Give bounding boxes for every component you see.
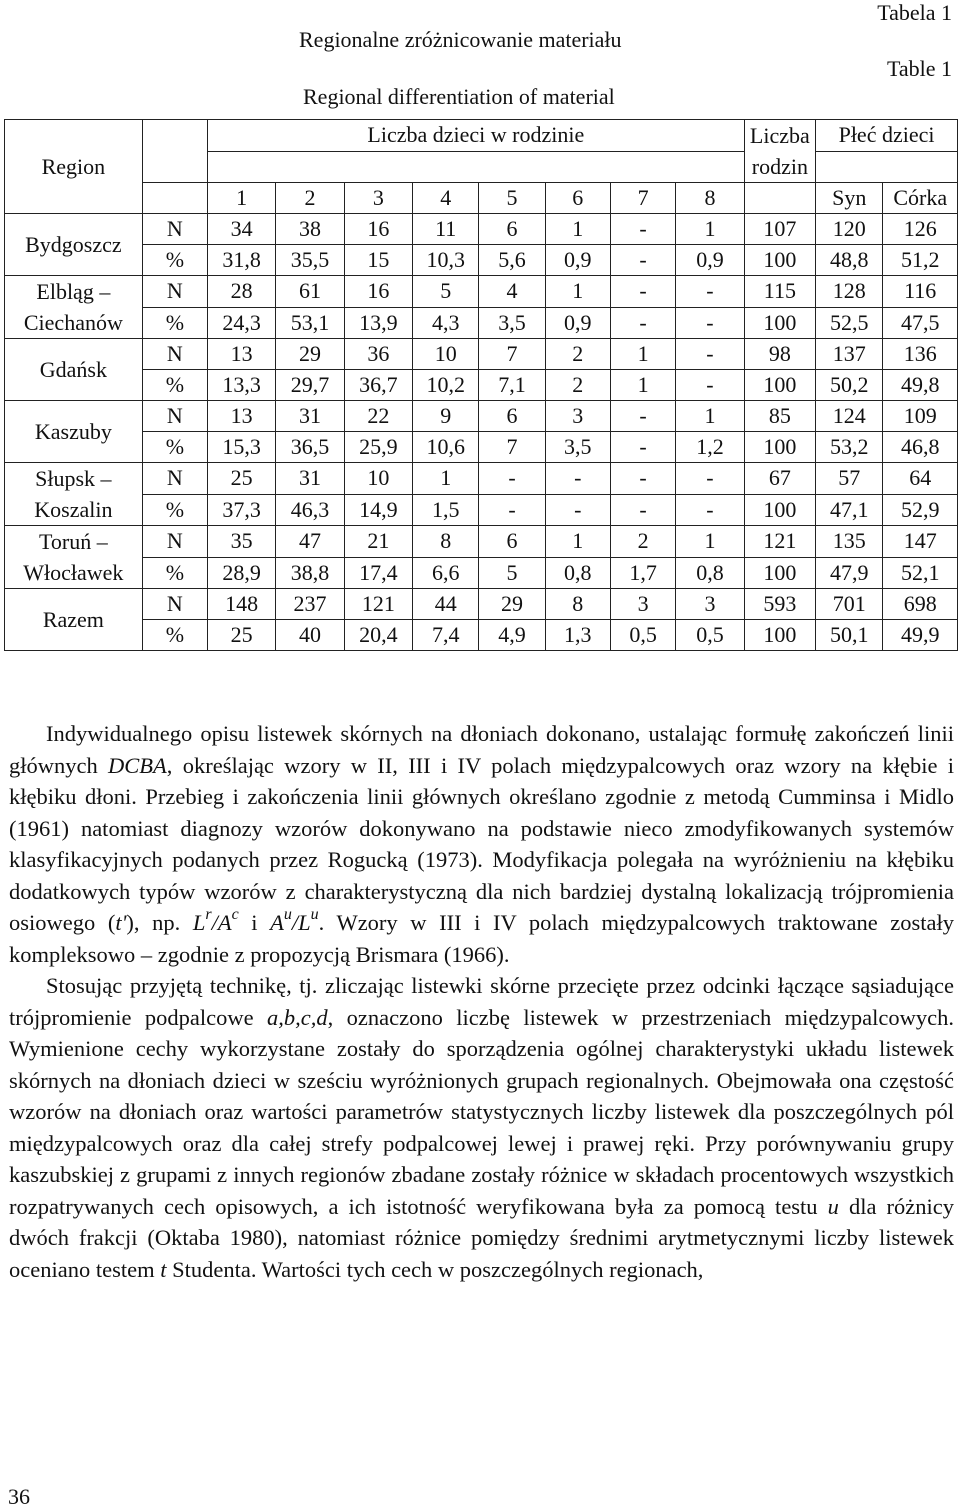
italic-t: t' — [115, 910, 127, 935]
table-row — [5, 401, 958, 432]
table-cell: 6 — [479, 526, 545, 558]
header-blank-2 — [142, 183, 207, 214]
italic-A: A — [217, 910, 232, 935]
table-cell: - — [545, 463, 610, 495]
header-families-blank — [744, 183, 815, 214]
table-cell: 7,1 — [479, 370, 545, 401]
region-name: Elbląg – — [36, 279, 111, 304]
italic-u: u — [827, 1193, 839, 1219]
table-cell: 9 — [413, 401, 479, 432]
table-cell: 6,6 — [413, 557, 479, 589]
table-cell: 44 — [413, 589, 479, 620]
text-run: i — [238, 910, 271, 935]
table-cell: 1 — [545, 214, 610, 245]
table-cell: 100 — [744, 370, 815, 401]
paragraph-2 — [9, 970, 954, 1285]
table-row — [5, 276, 958, 308]
header-daughter: Córka — [883, 183, 958, 214]
table-cell: 100 — [744, 432, 815, 463]
table-row — [5, 432, 958, 463]
table-cell: 13 — [208, 401, 276, 432]
table-cell: 8 — [545, 589, 610, 620]
table-cell: 109 — [883, 401, 958, 432]
header-families-line1: Liczba — [749, 123, 810, 148]
table-row — [5, 370, 958, 401]
table-row — [5, 557, 958, 589]
italic-L: L — [192, 910, 206, 935]
table-cell: 38 — [276, 214, 344, 245]
row-type: N — [142, 276, 207, 308]
table-cell: 13,3 — [208, 370, 276, 401]
region-name: Bydgoszcz — [25, 232, 122, 257]
table-cell: - — [610, 494, 675, 526]
table-cell: 0,5 — [610, 620, 675, 651]
table-cell: 121 — [344, 589, 412, 620]
superscript-u: u — [283, 905, 292, 923]
table-cell: 47,9 — [816, 557, 883, 589]
table-cell: 1 — [545, 526, 610, 558]
table-cell: 7 — [479, 432, 545, 463]
table-cell: 701 — [816, 589, 883, 620]
table-row — [5, 620, 958, 651]
header-col-2: 2 — [276, 183, 344, 214]
table-cell: 1 — [676, 214, 744, 245]
table-cell: 7,4 — [413, 620, 479, 651]
italic-slash: / — [291, 910, 299, 935]
table-cell: 135 — [816, 526, 883, 558]
row-type: N — [142, 526, 207, 558]
table-cell: 46,8 — [883, 432, 958, 463]
row-type: % — [142, 620, 207, 651]
table-cell: 4,9 — [479, 620, 545, 651]
table-cell: 136 — [883, 339, 958, 370]
table-cell: 1,5 — [413, 494, 479, 526]
table-cell: - — [676, 494, 744, 526]
header-families — [744, 120, 815, 183]
table-cell: 10 — [344, 463, 412, 495]
table-cell: 98 — [744, 339, 815, 370]
region-cell — [5, 214, 143, 276]
table-row — [5, 307, 958, 339]
row-type: N — [142, 339, 207, 370]
header-col-7: 7 — [610, 183, 675, 214]
header-col-4: 4 — [413, 183, 479, 214]
table-cell: 1 — [545, 276, 610, 308]
paragraph-1 — [9, 718, 954, 970]
table-cell: 0,8 — [545, 557, 610, 589]
table-cell: 0,8 — [676, 557, 744, 589]
table-cell: 124 — [816, 401, 883, 432]
table-cell: - — [676, 307, 744, 339]
table-cell: 16 — [344, 214, 412, 245]
table-cell: 36 — [344, 339, 412, 370]
table-cell: 10,3 — [413, 245, 479, 276]
table-row — [5, 526, 958, 558]
table-cell: - — [676, 339, 744, 370]
table-cell: - — [610, 432, 675, 463]
table-cell: 0,9 — [676, 245, 744, 276]
table-cell: 698 — [883, 589, 958, 620]
table-cell: 40 — [276, 620, 344, 651]
table-row — [5, 339, 958, 370]
text-run: Studenta. Wartości tych cech w poszczególnych regionach, — [166, 1256, 704, 1282]
body-text — [9, 718, 954, 1285]
header-col-5: 5 — [479, 183, 545, 214]
italic-t: t — [160, 1256, 167, 1282]
table-cell: 22 — [344, 401, 412, 432]
text-run: , określając wzory w II, III i IV polach międzypalcowych oraz wzory na kłębie i kłębiku dłoni. Przebieg i zakończenia linii głównych określano zgodnie z metodą Cumminsa i Midlo (1961) natomiast diagnozy wzorów dokonywano na podstawie nieco zmodyfikowanych systemów klasyfikacyjnych podanych przez Rogucką (1973). Modyfikacja polegała na wyróżnieniu na kłębiku dodatkowych typów wzorów z charakterystyczną dla nich bardziej dystalną lokalizacją trójpromienia osiowego ( — [9, 752, 954, 935]
table-row — [5, 589, 958, 620]
table-cell: 128 — [816, 276, 883, 308]
italic-A: A — [270, 910, 284, 935]
table-cell: 50,1 — [816, 620, 883, 651]
header-sex: Płeć dzieci — [816, 120, 958, 152]
table-cell: 5,6 — [479, 245, 545, 276]
table-cell: 1,2 — [676, 432, 744, 463]
table-cell: 0,9 — [545, 307, 610, 339]
text-run: Stosując przyjętą technikę, tj. zliczając listewki skórne przecięte przez odcinki łączące sąsiadujące trójpromienie podpalcowe — [9, 973, 954, 1030]
table-cell: 50,2 — [816, 370, 883, 401]
table-cell: 100 — [744, 494, 815, 526]
table-label-en: Table 1 — [886, 56, 952, 81]
row-type: % — [142, 307, 207, 339]
header-children: Liczba dzieci w rodzinie — [208, 120, 745, 152]
table-cell: 121 — [744, 526, 815, 558]
table-cell: 100 — [744, 620, 815, 651]
region-cell — [5, 339, 143, 401]
region-name: Toruń – — [38, 529, 108, 554]
table-cell: 3 — [545, 401, 610, 432]
table-cell: 3 — [676, 589, 744, 620]
table-cell: 115 — [744, 276, 815, 308]
header-col-6: 6 — [545, 183, 610, 214]
table-cell: 1,7 — [610, 557, 675, 589]
table-cell: 20,4 — [344, 620, 412, 651]
table-cell: 14,9 — [344, 494, 412, 526]
table-cell: 52,1 — [883, 557, 958, 589]
table-cell: 3 — [610, 589, 675, 620]
table-cell: 25 — [208, 620, 276, 651]
row-type: N — [142, 401, 207, 432]
table-cell: 67 — [744, 463, 815, 495]
table-cell: 0,5 — [676, 620, 744, 651]
table-cell: 64 — [883, 463, 958, 495]
superscript-c: c — [231, 905, 239, 923]
row-type: % — [142, 370, 207, 401]
table-cell: 7 — [479, 339, 545, 370]
table-cell: 147 — [883, 526, 958, 558]
table-cell: 51,2 — [883, 245, 958, 276]
table-cell: 46,3 — [276, 494, 344, 526]
table-cell: - — [610, 245, 675, 276]
table-cell: 31 — [276, 463, 344, 495]
table-cell: - — [610, 463, 675, 495]
table-cell: 6 — [479, 401, 545, 432]
header-col-1: 1 — [208, 183, 276, 214]
header-families-line2: rodzin — [751, 154, 808, 179]
row-type: N — [142, 214, 207, 245]
table-cell: 49,8 — [883, 370, 958, 401]
italic-L: L — [298, 910, 311, 935]
region-cell — [5, 463, 143, 526]
header-blank — [142, 120, 207, 183]
table-cell: 29 — [479, 589, 545, 620]
table-cell: - — [610, 401, 675, 432]
table-cell: 57 — [816, 463, 883, 495]
table-cell: 4 — [479, 276, 545, 308]
table-cell: 29,7 — [276, 370, 344, 401]
table-cell: 24,3 — [208, 307, 276, 339]
table-cell: 15 — [344, 245, 412, 276]
table-cell: 47 — [276, 526, 344, 558]
text-run: , oznaczono liczbę listewek w przestrzeniach międzypalcowych. Wymienione cechy wykorzystane zostały do sporządzenia ogólnej charakterystyki układu listewek skórnych na dłoniach dzieci w sześciu wyróżnionych grupach regionalnych. Obejmowała ona częstość wzorów na dłoniach oraz wartości parametrów statystycznych liczby listewek dla poszczególnych pól międzypalcowych oraz dla całej strefy podpalcowej lewej i prawej ręki. Przy porównywaniu grupy kaszubskiej z grupami z innych regionów zbadane zostały różnice w składach procentowych wszystkich rozpatrywanych cech opisowych, a ich istotność weryfikowana była za pomocą testu — [9, 1004, 954, 1219]
table-cell: 10 — [413, 339, 479, 370]
table-cell: 28,9 — [208, 557, 276, 589]
region-cell — [5, 589, 143, 651]
table-cell: 1 — [610, 370, 675, 401]
region-name: Gdańsk — [39, 357, 107, 382]
table-row — [5, 463, 958, 495]
table-cell: 8 — [413, 526, 479, 558]
text-run: ), np. — [126, 910, 193, 935]
table-cell: 10,2 — [413, 370, 479, 401]
table-cell: - — [676, 276, 744, 308]
table-cell: 15,3 — [208, 432, 276, 463]
table-cell: 37,3 — [208, 494, 276, 526]
italic-slash: / — [211, 910, 218, 935]
table-cell: 100 — [744, 307, 815, 339]
table-cell: - — [676, 370, 744, 401]
table-cell: - — [479, 463, 545, 495]
table-row — [5, 245, 958, 276]
page-number: 36 — [8, 1484, 30, 1509]
table-cell: 35,5 — [276, 245, 344, 276]
table-cell: 29 — [276, 339, 344, 370]
table-cell: - — [610, 214, 675, 245]
table-cell: 5 — [413, 276, 479, 308]
table-cell: 25 — [208, 463, 276, 495]
table-cell: 17,4 — [344, 557, 412, 589]
table-cell: 10,6 — [413, 432, 479, 463]
region-name: Razem — [42, 607, 104, 632]
region-name: Ciechanów — [23, 310, 123, 335]
table-cell: 31,8 — [208, 245, 276, 276]
table-cell: 4,3 — [413, 307, 479, 339]
table-cell: 52,5 — [816, 307, 883, 339]
region-cell — [5, 401, 143, 463]
header-gap-sex — [816, 151, 958, 183]
table-cell: 48,8 — [816, 245, 883, 276]
table-cell: 1 — [676, 526, 744, 558]
table-cell: - — [479, 494, 545, 526]
text-run: dla różnicy dwóch frakcji (Oktaba 1980), natomiast różnice pomiędzy średnimi arytmetycznymi liczby listewek oceniano testem — [9, 1193, 954, 1282]
table-cell: 61 — [276, 276, 344, 308]
table-cell: 6 — [479, 214, 545, 245]
region-cell — [5, 276, 143, 339]
italic-abcd: a,b,c,d — [266, 1004, 328, 1030]
table-cell: 11 — [413, 214, 479, 245]
table-cell: 52,9 — [883, 494, 958, 526]
row-type: N — [142, 589, 207, 620]
italic-dcba: DCBA — [108, 752, 167, 778]
table-cell: 5 — [479, 557, 545, 589]
row-type: % — [142, 245, 207, 276]
table-cell: 1,3 — [545, 620, 610, 651]
row-type: % — [142, 432, 207, 463]
header-gap — [208, 151, 745, 183]
table-cell: 47,5 — [883, 307, 958, 339]
table-row — [5, 494, 958, 526]
table-cell: 85 — [744, 401, 815, 432]
header-region: Region — [5, 120, 143, 214]
table-cell: 137 — [816, 339, 883, 370]
table-cell: 28 — [208, 276, 276, 308]
table-cell: 1 — [413, 463, 479, 495]
table-cell: 2 — [545, 339, 610, 370]
table-cell: 16 — [344, 276, 412, 308]
table-cell: 2 — [610, 526, 675, 558]
table-cell: 13,9 — [344, 307, 412, 339]
table-cell: 47,1 — [816, 494, 883, 526]
table-cell: 35 — [208, 526, 276, 558]
header-col-8: 8 — [676, 183, 744, 214]
table-cell: 0,9 — [545, 245, 610, 276]
table-cell: 1 — [610, 339, 675, 370]
table-title-pl: Regionalne zróżnicowanie materiału — [299, 27, 622, 52]
table-cell: 120 — [816, 214, 883, 245]
table-cell: 116 — [883, 276, 958, 308]
table-cell: 107 — [744, 214, 815, 245]
region-name: Słupsk – — [35, 466, 112, 491]
row-type: N — [142, 463, 207, 495]
table-row — [5, 214, 958, 245]
table-cell: 34 — [208, 214, 276, 245]
table-cell: 38,8 — [276, 557, 344, 589]
table-cell: 2 — [545, 370, 610, 401]
table-cell: 237 — [276, 589, 344, 620]
table-cell: - — [610, 307, 675, 339]
table-cell: 100 — [744, 245, 815, 276]
table-label-pl: Tabela 1 — [877, 0, 952, 25]
region-name: Koszalin — [34, 497, 113, 522]
table-cell: - — [610, 276, 675, 308]
header-col-3: 3 — [344, 183, 412, 214]
row-type: % — [142, 557, 207, 589]
table-cell: 31 — [276, 401, 344, 432]
table-cell: 593 — [744, 589, 815, 620]
header-son: Syn — [816, 183, 883, 214]
superscript-u: u — [310, 905, 319, 923]
table-cell: 25,9 — [344, 432, 412, 463]
table-cell: 1 — [676, 401, 744, 432]
table-cell: - — [545, 494, 610, 526]
table-cell: 3,5 — [545, 432, 610, 463]
table-cell: 100 — [744, 557, 815, 589]
region-cell — [5, 526, 143, 589]
table-cell: 148 — [208, 589, 276, 620]
region-name: Kaszuby — [34, 419, 112, 444]
regional-table — [4, 119, 958, 651]
table-cell: 126 — [883, 214, 958, 245]
table-cell: 3,5 — [479, 307, 545, 339]
row-type: % — [142, 494, 207, 526]
table-cell: 53,1 — [276, 307, 344, 339]
region-name: Włocławek — [23, 560, 124, 585]
text-run: . Wzory w III i IV polach międzypalcowych traktowane zostały kompleksowo – zgodnie z propozycją Brismara (1966). — [9, 910, 954, 967]
text-run: Indywidualnego opisu listewek skórnych na dłoniach dokonano, ustalając formułę zakończeń linii głównych — [9, 721, 954, 778]
table-cell: 21 — [344, 526, 412, 558]
table-title-en: Regional differentiation of material — [303, 84, 615, 109]
table-cell: - — [676, 463, 744, 495]
superscript-r: r — [205, 905, 212, 923]
table-cell: 49,9 — [883, 620, 958, 651]
table-cell: 53,2 — [816, 432, 883, 463]
table-cell: 13 — [208, 339, 276, 370]
table-cell: 36,7 — [344, 370, 412, 401]
table-cell: 36,5 — [276, 432, 344, 463]
